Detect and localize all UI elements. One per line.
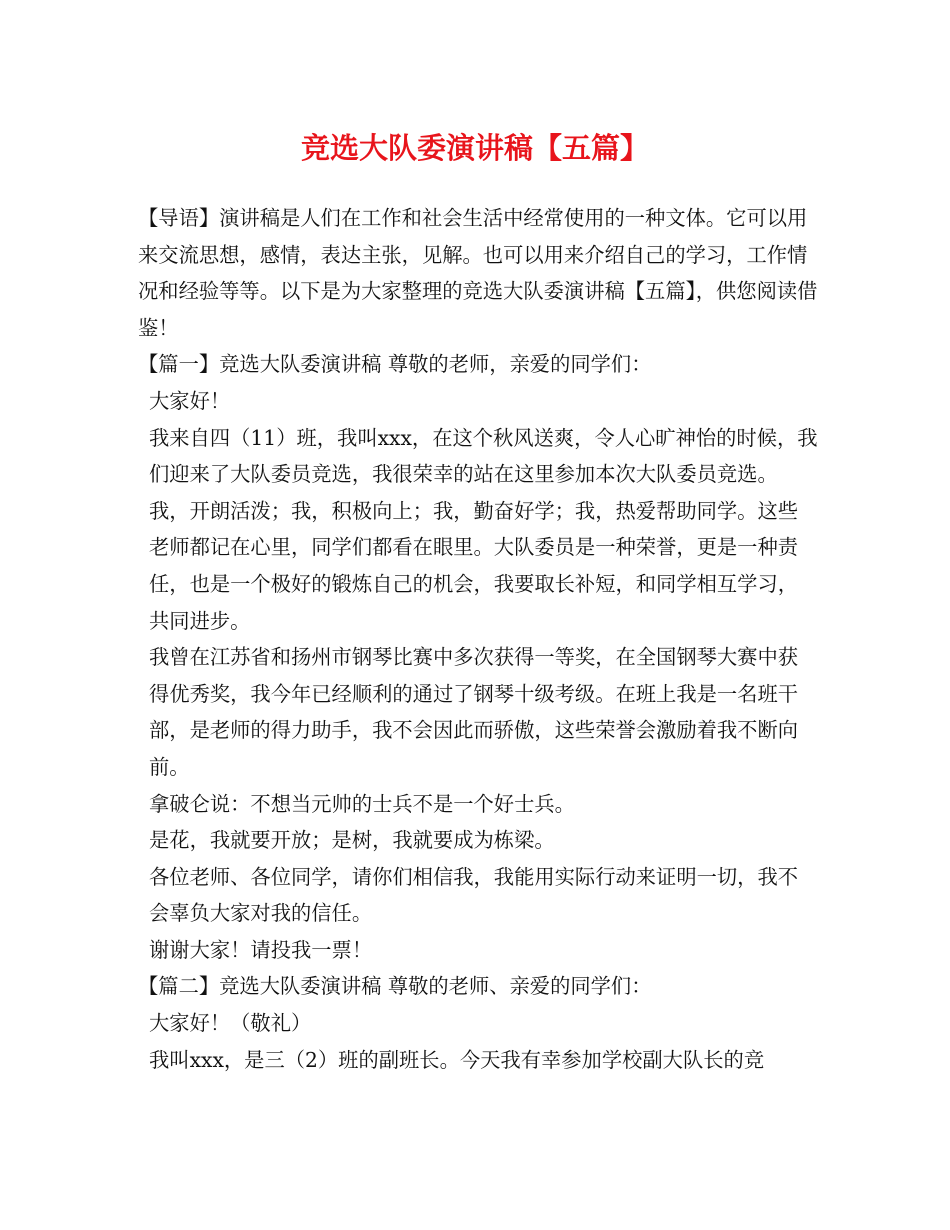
paragraph: 拿破仑说：不想当元帅的士兵不是一个好士兵。 [149, 791, 575, 816]
paragraph-section-2-heading: 【篇二】竞选大队委演讲稿 尊敬的老师、亲爱的同学们： [138, 974, 652, 999]
paragraph: 谢谢大家！请投我一票！ [149, 937, 373, 962]
paragraph-intro: 【导语】演讲稿是人们在工作和社会生活中经常使用的一种文体。它可以用来交流思想，感情，表达主张，见解。也可以用来介绍自己的学习，工作情况和经验等等。以下是为大家整理的竞选大队委演讲稿【五篇】，供您阅读借鉴！ [138, 206, 818, 340]
paragraph: 我，开朗活泼；我，积极向上；我，勤奋好学；我，热爱帮助同学。这些老师都记在心里，同学们都看在眼里。大队委员是一种荣誉，更是一种责任，也是一个极好的锻炼自己的机会，我要取长补短，和同学相互学习，共同进步。 [149, 498, 799, 633]
paragraph: 我叫xxx，是三（2）班的副班长。今天我有幸参加学校副大队长的竞 [149, 1047, 765, 1072]
document-title: 竞选大队委演讲稿【五篇】 [300, 131, 649, 165]
paragraph-section-1-heading: 【篇一】竞选大队委演讲稿 尊敬的老师，亲爱的同学们： [138, 352, 652, 377]
paragraph: 各位老师、各位同学，请你们相信我，我能用实际行动来证明一切，我不会辜负大家对我的信任。 [149, 864, 799, 926]
paragraph: 我来自四（11）班，我叫xxx，在这个秋风送爽，令人心旷神怡的时候，我们迎来了大队委员竞选，我很荣幸的站在这里参加本次大队委员竞选。 [149, 425, 818, 487]
document-body [138, 200, 818, 1078]
paragraph: 是花，我就要开放；是树，我就要成为栋梁。 [149, 828, 555, 853]
paragraph: 大家好！（敬礼） [149, 1011, 312, 1036]
paragraph: 大家好！ [149, 388, 231, 413]
paragraph: 我曾在江苏省和扬州市钢琴比赛中多次获得一等奖，在全国钢琴大赛中获得优秀奖，我今年已经顺利的通过了钢琴十级考级。在班上我是一名班干部，是老师的得力助手，我不会因此而骄傲，这些荣誉会激励着我不断向前。 [149, 645, 799, 779]
